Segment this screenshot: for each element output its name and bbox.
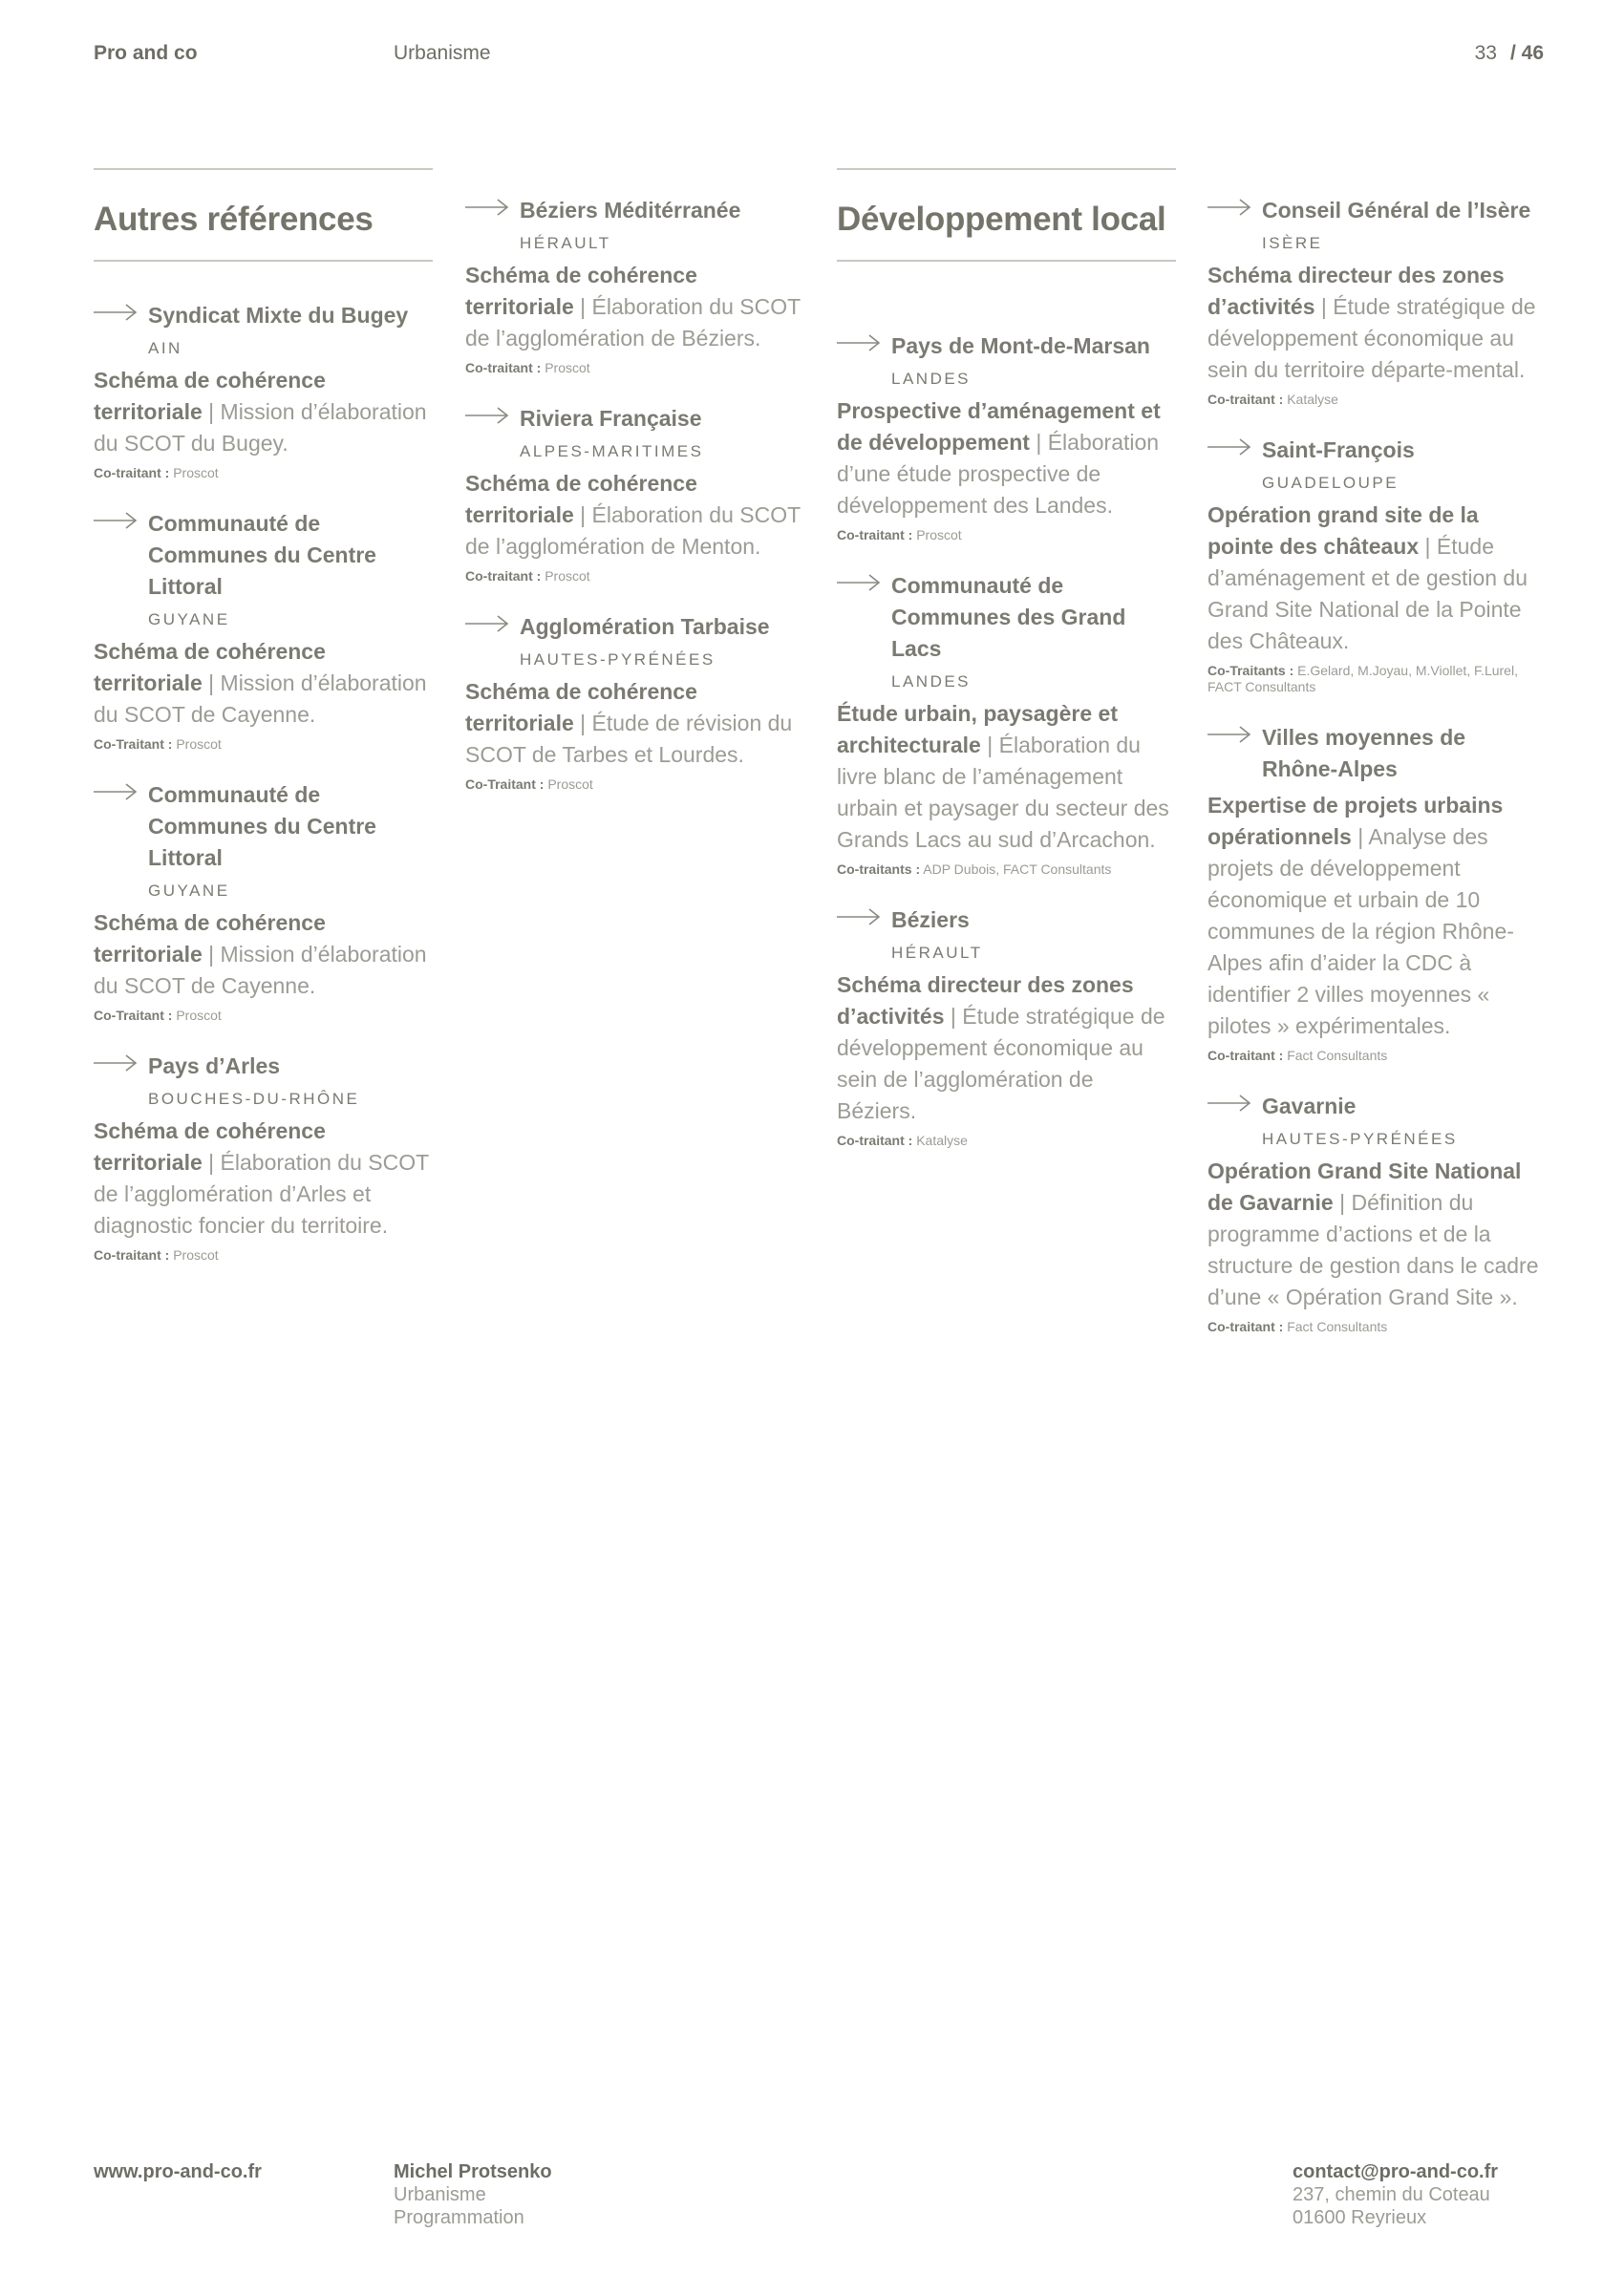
footer-website[interactable] [94, 2160, 262, 2183]
arrow-right-icon [94, 511, 138, 530]
reference-description [465, 468, 804, 563]
reference-description [465, 676, 804, 771]
co-contractor-label: Co-Traitant : [94, 736, 173, 752]
arrow-right-icon [465, 614, 509, 633]
reference-name: Gavarnie [1262, 1094, 1357, 1118]
reference-head [837, 904, 1176, 965]
reference-item [94, 508, 433, 753]
reference-head [94, 1051, 433, 1111]
website-link[interactable]: www.pro-and-co.fr [94, 2161, 262, 2182]
address-line: 01600 Reyrieux [1293, 2207, 1427, 2228]
mission-text: Définition du programme d’actions et de la structure de gestion dans le cadre d’une « Opération Grand Site ». [1207, 1190, 1539, 1309]
reference-list [94, 300, 433, 1264]
separator: | [208, 399, 215, 424]
reference-item [94, 779, 433, 1024]
separator: | [1320, 294, 1327, 319]
reference-region: GUADELOUPE [1262, 474, 1400, 492]
co-contractor-label: Co-Traitants : [1207, 663, 1294, 678]
reference-head [465, 403, 804, 463]
reference-name: Pays d’Arles [148, 1053, 281, 1078]
co-contractor-label: Co-traitant : [94, 1247, 170, 1263]
reference-head [837, 570, 1176, 693]
co-contractor [465, 776, 804, 793]
reference-item [465, 403, 804, 585]
separator: | [208, 942, 215, 967]
person-name: Michel Protsenko [394, 2161, 552, 2182]
reference-description [1207, 790, 1547, 1042]
reference-item [837, 904, 1176, 1149]
mission-type: Schéma de cohérence territoriale [465, 679, 697, 735]
reference-region: ALPES-MARITIMES [520, 442, 704, 460]
reference-description [837, 395, 1176, 521]
co-contractor-name: Proscot [176, 1008, 222, 1023]
mission-text: Élaboration d’une étude prospective de développement des Landes. [837, 430, 1160, 518]
reference-head [465, 195, 804, 255]
arrow-right-icon [1207, 725, 1251, 744]
separator: | [1357, 824, 1364, 849]
mission-type: Expertise de projets urbains opérationnels [1207, 793, 1504, 849]
co-contractor-label: Co-traitant : [465, 360, 542, 375]
reference-region: GUYANE [148, 882, 230, 900]
separator: | [580, 502, 587, 527]
mission-text: Élaboration du SCOT de l’agglomération de Menton. [465, 502, 801, 559]
reference-name: Riviera Française [520, 406, 702, 431]
mission-type: Schéma de cohérence territoriale [94, 1118, 326, 1175]
reference-description [94, 365, 433, 459]
reference-item [1207, 1091, 1547, 1335]
co-contractor-name: Proscot [545, 568, 590, 584]
column-developpement-local [837, 168, 1176, 1176]
separator: | [1424, 534, 1431, 559]
co-contractor-name: E.Gelard, M.Joyau, M.Viollet, F.Lurel, FACT Consultants [1207, 663, 1518, 694]
reference-name: Conseil Général de l’Isère [1262, 198, 1531, 223]
mission-text: Élaboration du livre blanc de l’aménagement urbain et paysager du secteur des Grands Lacs au sud d’Arcachon. [837, 733, 1169, 852]
reference-head [94, 779, 433, 903]
co-contractor-name: Proscot [545, 360, 590, 375]
reference-head [94, 508, 433, 631]
reference-description [1207, 260, 1547, 386]
reference-item [1207, 722, 1547, 1064]
arrow-right-icon [837, 573, 881, 592]
reference-name: Communauté de Communes des Grand Lacs [891, 573, 1126, 661]
co-contractor-name: Fact Consultants [1287, 1319, 1388, 1334]
reference-description [837, 698, 1176, 856]
co-contractor-name: Proscot [916, 527, 962, 542]
arrow-right-icon [1207, 437, 1251, 457]
co-contractor-name: Katalyse [1287, 392, 1338, 407]
reference-item [1207, 435, 1547, 695]
reference-region: GUYANE [148, 610, 230, 628]
co-contractor-label: Co-traitant : [837, 527, 913, 542]
reference-head [837, 330, 1176, 391]
co-contractor-name: Proscot [173, 465, 219, 480]
reference-region: HAUTES-PYRÉNÉES [1262, 1130, 1458, 1148]
co-contractor-label: Co-traitant : [94, 465, 170, 480]
column-autres-references [94, 168, 433, 1290]
arrow-right-icon [94, 782, 138, 801]
reference-head [1207, 435, 1547, 495]
reference-description [94, 907, 433, 1002]
reference-head [1207, 195, 1547, 255]
co-contractor-name: Proscot [547, 776, 593, 792]
reference-name: Villes moyennes de Rhône-Alpes [1262, 725, 1466, 781]
mission-text: Analyse des projets de développement économique et urbain de 10 communes de la région Rhône-Alpes afin d’aider la CDC à identifier 2 villes moyennes « pilotes » expérimentales. [1207, 824, 1514, 1038]
mission-text: Mission d’élaboration du SCOT du Bugey. [94, 399, 427, 456]
co-contractor-label: Co-traitants : [837, 861, 921, 877]
arrow-right-icon [94, 303, 138, 322]
separator: | [1036, 430, 1042, 455]
separator: | [208, 1150, 215, 1175]
reference-region: LANDES [891, 672, 972, 691]
co-contractor-label: Co-traitant : [1207, 392, 1284, 407]
arrow-right-icon [465, 198, 509, 217]
reference-name: Agglomération Tarbaise [520, 614, 770, 639]
separator: | [950, 1004, 956, 1029]
reference-list [837, 330, 1176, 1149]
co-contractor-label: Co-traitant : [465, 568, 542, 584]
reference-name: Pays de Mont-de-Marsan [891, 333, 1150, 358]
reference-item [465, 611, 804, 793]
arrow-right-icon [837, 333, 881, 352]
arrow-right-icon [1207, 1094, 1251, 1113]
mission-type: Schéma de cohérence territoriale [94, 368, 326, 424]
mission-text: Mission d’élaboration du SCOT de Cayenne. [94, 670, 427, 727]
reference-description [837, 969, 1176, 1127]
reference-item [837, 330, 1176, 543]
page-number [1475, 42, 1544, 65]
co-contractor-label: Co-Traitant : [465, 776, 545, 792]
reference-region: HÉRAULT [520, 234, 611, 252]
footer-address [1293, 2160, 1498, 2229]
reference-description [465, 260, 804, 354]
arrow-right-icon [94, 1053, 138, 1073]
co-contractor [94, 736, 433, 753]
co-contractor [1207, 1048, 1547, 1064]
reference-item [94, 300, 433, 481]
section-title-autres: Autres références [94, 201, 374, 238]
reference-name: Saint-François [1262, 437, 1415, 462]
email-link[interactable]: contact@pro-and-co.fr [1293, 2161, 1499, 2182]
co-contractor [837, 861, 1176, 878]
mission-text: Élaboration du SCOT de l’agglomération d’Arles et diagnostic foncier du territoire. [94, 1150, 429, 1238]
co-contractor-name: ADP Dubois, FACT Consultants [923, 861, 1112, 877]
mission-text: Élaboration du SCOT de l’agglomération de Béziers. [465, 294, 801, 351]
reference-name: Béziers Méditérranée [520, 198, 741, 223]
current-page: 33 [1474, 42, 1497, 64]
co-contractor [837, 527, 1176, 543]
mission-text: Étude stratégique de développement économique au sein du territoire départe-mental. [1207, 294, 1536, 382]
person-role: Programmation [394, 2207, 524, 2228]
reference-description [94, 636, 433, 731]
mission-type: Schéma de cohérence territoriale [465, 263, 697, 319]
reference-name: Béziers [891, 907, 970, 932]
reference-region: HÉRAULT [891, 944, 983, 962]
section-heading-block [837, 168, 1176, 262]
co-contractor [1207, 392, 1547, 408]
reference-head [1207, 1091, 1547, 1151]
mission-type: Prospective d’aménagement et de développement [837, 398, 1161, 455]
reference-list [1207, 195, 1547, 1335]
arrow-right-icon [1207, 198, 1251, 217]
reference-description [1207, 500, 1547, 657]
mission-type: Schéma de cohérence territoriale [94, 639, 326, 695]
footer-contact-person [394, 2160, 552, 2229]
co-contractor-label: Co-traitant : [837, 1133, 913, 1148]
co-contractor [94, 1247, 433, 1264]
header-brand: Pro and co [94, 42, 198, 64]
header-section: Urbanisme [394, 42, 491, 64]
separator: | [987, 733, 994, 757]
reference-head [1207, 722, 1547, 785]
reference-item [94, 1051, 433, 1264]
reference-region: HAUTES-PYRÉNÉES [520, 650, 716, 669]
reference-item [837, 570, 1176, 878]
reference-name: Communauté de Communes du Centre Littoral [148, 782, 376, 870]
separator: | [580, 711, 587, 735]
co-contractor-label: Co-Traitant : [94, 1008, 173, 1023]
mission-type: Schéma de cohérence territoriale [465, 471, 697, 527]
mission-text: Étude stratégique de développement économique au sein de l’agglomération de Béziers. [837, 1004, 1165, 1123]
co-contractor-name: Katalyse [916, 1133, 968, 1148]
total-pages: / 46 [1509, 42, 1544, 64]
reference-head [94, 300, 433, 360]
co-contractor [94, 1008, 433, 1024]
co-contractor-label: Co-traitant : [1207, 1048, 1284, 1063]
section-heading-block [94, 168, 433, 262]
separator: | [1339, 1190, 1346, 1215]
reference-name: Syndicat Mixte du Bugey [148, 303, 409, 328]
co-contractor [465, 360, 804, 376]
co-contractor-name: Proscot [173, 1247, 219, 1263]
column-developpement-local-2 [1207, 195, 1547, 1362]
co-contractor [837, 1133, 1176, 1149]
reference-region: AIN [148, 339, 182, 357]
separator: | [580, 294, 587, 319]
mission-type: Opération grand site de la pointe des châteaux [1207, 502, 1479, 559]
column-autres-references-2 [465, 195, 804, 819]
mission-type: Étude urbain, paysagère et architecturale [837, 701, 1118, 757]
reference-region: ISÈRE [1262, 234, 1323, 252]
mission-text: Mission d’élaboration du SCOT de Cayenne. [94, 942, 427, 998]
reference-list [465, 195, 804, 793]
co-contractor [465, 568, 804, 585]
co-contractor-name: Proscot [176, 736, 222, 752]
reference-description [1207, 1156, 1547, 1313]
reference-region: LANDES [891, 370, 972, 388]
co-contractor [94, 465, 433, 481]
mission-type: Opération Grand Site National de Gavarnie [1207, 1159, 1522, 1215]
arrow-right-icon [837, 907, 881, 926]
section-title-developpement: Développement local [837, 201, 1166, 238]
arrow-right-icon [465, 406, 509, 425]
mission-type: Schéma de cohérence territoriale [94, 910, 326, 967]
reference-region: BOUCHES-DU-RHÔNE [148, 1090, 360, 1108]
separator: | [208, 670, 215, 695]
reference-description [94, 1116, 433, 1242]
reference-head [465, 611, 804, 671]
mission-type: Schéma directeur des zones d’activités [837, 972, 1134, 1029]
reference-item [1207, 195, 1547, 408]
co-contractor [1207, 663, 1547, 695]
co-contractor-name: Fact Consultants [1287, 1048, 1388, 1063]
mission-text: Étude d’aménagement et de gestion du Grand Site National de la Pointe des Châteaux. [1207, 534, 1528, 653]
reference-name: Communauté de Communes du Centre Littoral [148, 511, 376, 599]
co-contractor [1207, 1319, 1547, 1335]
address-line: 237, chemin du Coteau [1293, 2184, 1490, 2205]
reference-item [465, 195, 804, 376]
mission-text: Étude de révision du SCOT de Tarbes et Lourdes. [465, 711, 793, 767]
co-contractor-label: Co-traitant : [1207, 1319, 1284, 1334]
person-role: Urbanisme [394, 2184, 486, 2205]
mission-type: Schéma directeur des zones d’activités [1207, 263, 1505, 319]
